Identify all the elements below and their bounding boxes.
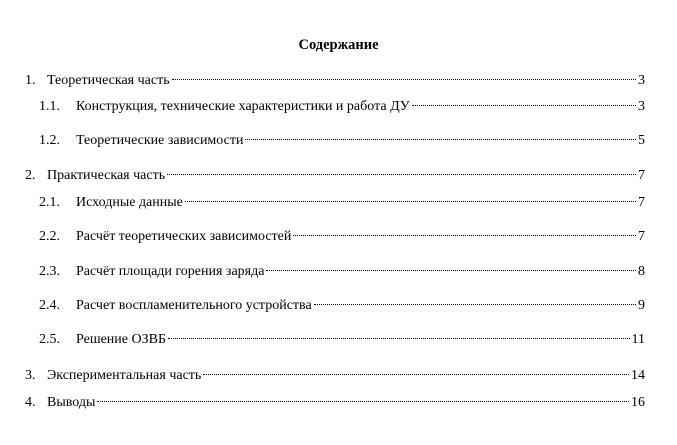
toc-entry-2-2: [39, 228, 645, 246]
toc-entry-number: 1.: [25, 73, 36, 88]
toc-entry-number: 2.4.: [39, 298, 60, 313]
toc-entry-1: [25, 72, 645, 90]
toc-entry-page: 3: [638, 73, 645, 88]
toc-entry-2-1: [39, 194, 645, 212]
toc-entry-number: 2.2.: [39, 229, 60, 244]
toc-entry-page: 5: [638, 133, 645, 148]
toc-entry-title: Расчёт площади горения заряда: [76, 264, 265, 279]
toc-entry-1-2: [39, 132, 645, 150]
toc-entry-number: 1.1.: [39, 99, 60, 114]
toc-entry-2-3: [39, 263, 645, 281]
toc-entry-title: Теоретическая часть: [47, 73, 170, 88]
toc-entry-title: Решение ОЗВБ: [76, 332, 167, 347]
toc-entry-title: Исходные данные: [76, 195, 183, 210]
toc-dot-leader: [314, 304, 636, 305]
toc-dot-leader: [185, 201, 636, 202]
toc-entry-4: [25, 394, 645, 412]
toc-dot-leader: [412, 105, 636, 106]
toc-entry-2-4: [39, 297, 645, 315]
toc-entry-title: Выводы: [47, 395, 96, 410]
toc-title: Содержание: [298, 37, 379, 53]
toc-entry-number: 4.: [25, 395, 36, 410]
toc-dot-leader: [266, 270, 636, 271]
toc-entry-title: Конструкция, технические характеристики и работа ДУ: [76, 99, 410, 114]
toc-entry-number: 3.: [25, 368, 36, 383]
toc-entry-page: 7: [638, 195, 645, 210]
toc-entry-page: 8: [638, 264, 645, 279]
toc-entry-number: 2.: [25, 168, 36, 183]
toc-dot-leader: [203, 374, 629, 375]
toc-entry-number: 2.1.: [39, 195, 60, 210]
toc-entry-3: [25, 367, 645, 385]
toc-entry-2-5: [39, 331, 645, 349]
toc-entry-title: Экспериментальная часть: [47, 368, 202, 383]
toc-dot-leader: [172, 79, 636, 80]
toc-entry-2: [25, 167, 645, 185]
toc-entry-1-1: [39, 98, 645, 116]
toc-dot-leader: [293, 235, 636, 236]
toc-entry-page: 9: [638, 298, 645, 313]
toc-entry-title: Теоретические зависимости: [76, 133, 244, 148]
toc-entry-number: 2.3.: [39, 264, 60, 279]
toc-entry-number: 2.5.: [39, 332, 60, 347]
toc-entry-page: 7: [638, 168, 645, 183]
toc-dot-leader: [245, 139, 636, 140]
toc-entry-title: Практическая часть: [47, 168, 166, 183]
toc-entry-title: Расчет воспламенительного устройства: [76, 298, 312, 313]
toc-dot-leader: [167, 174, 636, 175]
toc-entry-page: 16: [631, 395, 645, 410]
toc-entry-title: Расчёт теоретических зависимостей: [76, 229, 292, 244]
toc-dot-leader: [168, 338, 630, 339]
toc-dot-leader: [97, 401, 629, 402]
toc-entry-page: 7: [638, 229, 645, 244]
toc-entry-page: 14: [631, 368, 645, 383]
toc-entry-page: 11: [631, 332, 645, 347]
toc-entry-page: 3: [638, 99, 645, 114]
toc-entry-number: 1.2.: [39, 133, 60, 148]
